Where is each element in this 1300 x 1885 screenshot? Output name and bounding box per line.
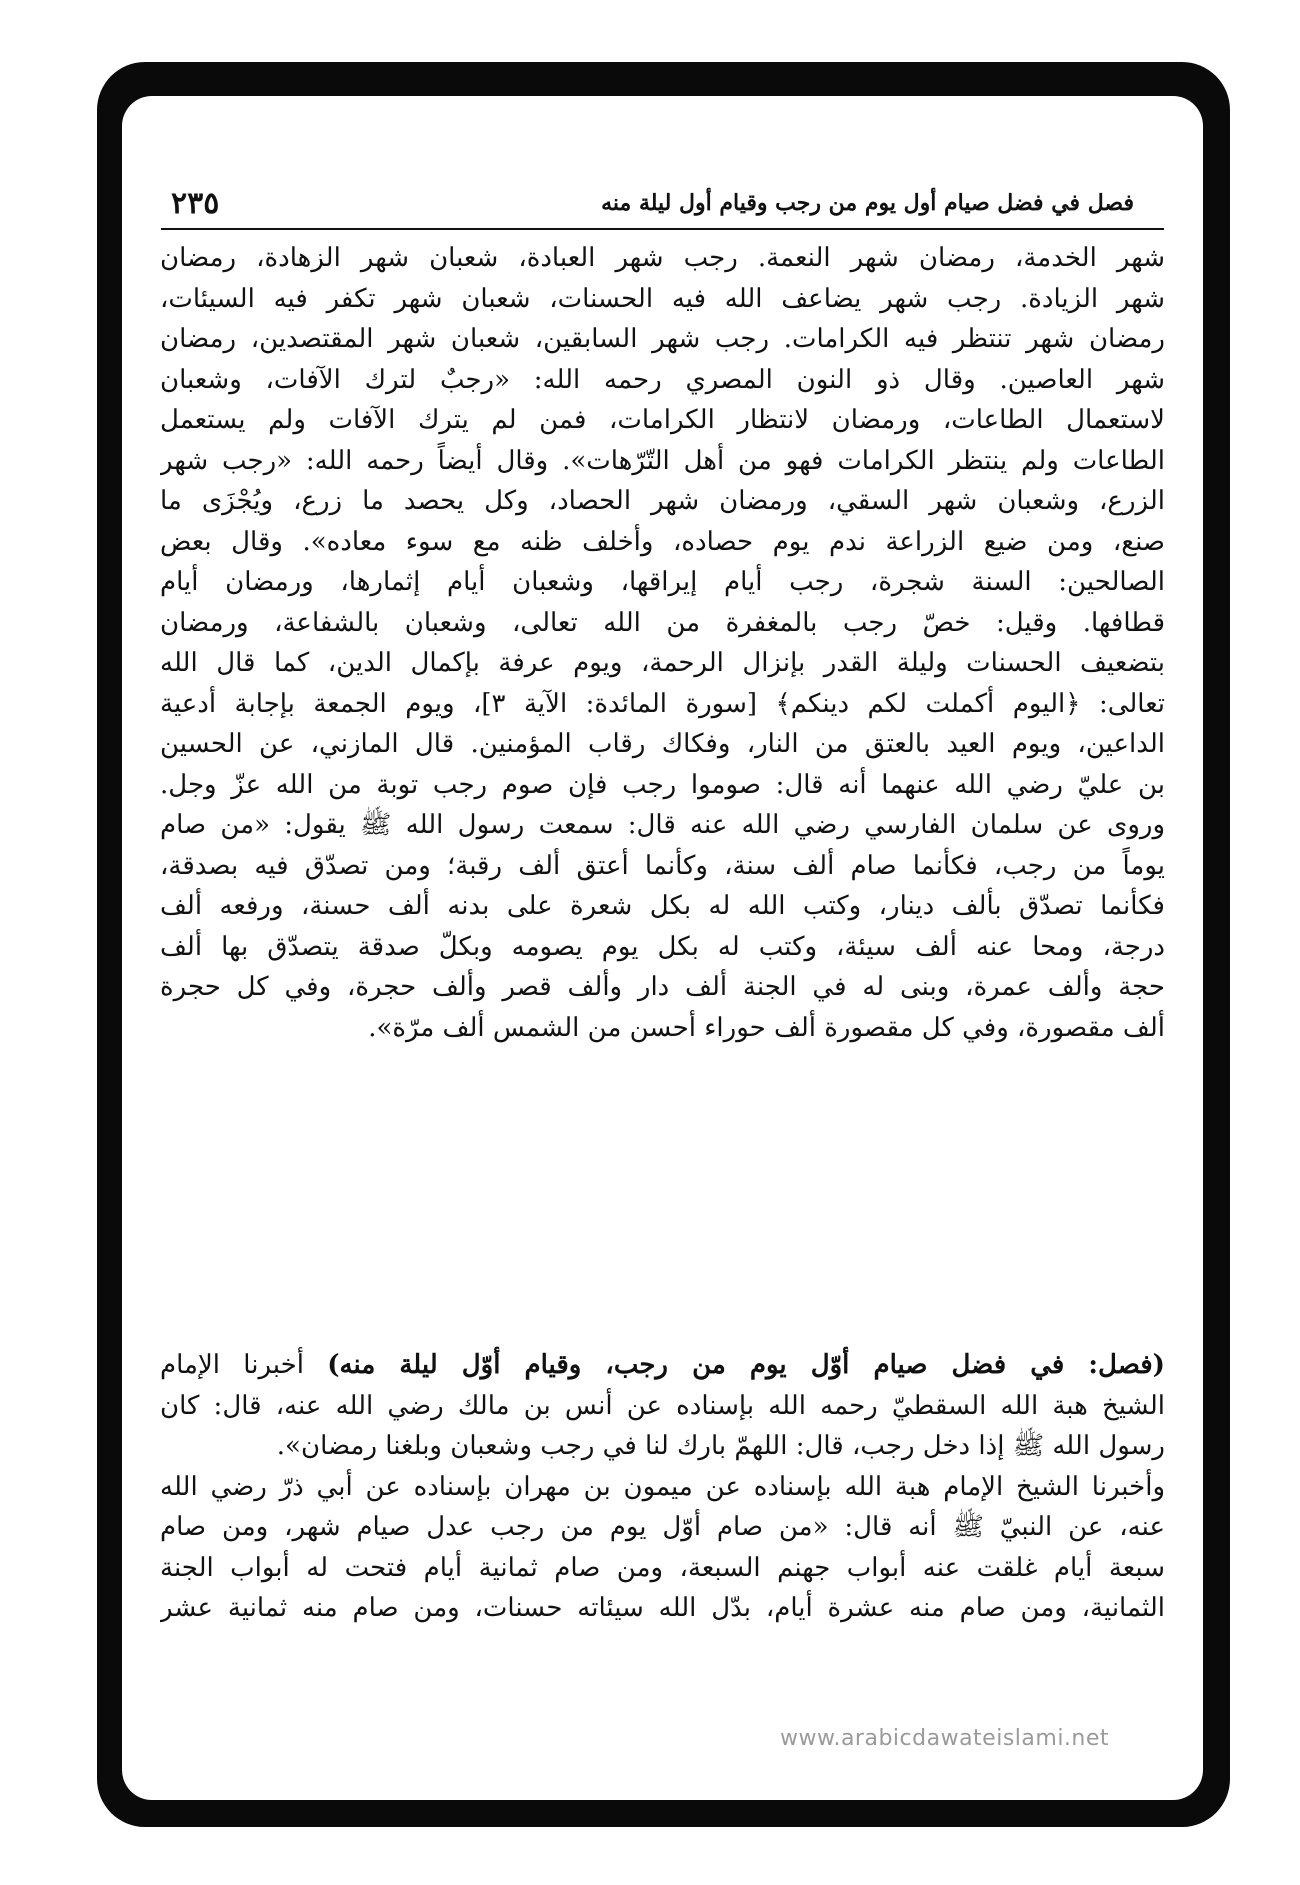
- watermark: www.arabicdawateislami.net: [780, 1726, 1110, 1751]
- text-line: تعالى: ﴿اليوم أكملت لكم دينكم﴾ [سورة المائدة: الآية ٣]، ويوم الجمعة بإجابة أدعية: [160, 688, 1165, 719]
- text-line: الشيخ هبة الله السقطيّ رحمه الله بإسناده عن أنس بن مالك رضي الله عنه، قال: كان: [160, 1390, 1165, 1421]
- body-text: [160, 238, 1165, 1048]
- text-line: الداعين، ويوم العيد بالعتق من النار، وفكاك رقاب المؤمنين. قال المازني، عن الحسين: [160, 729, 1165, 759]
- text-line: رسول الله ﷺ إذا دخل رجب، قال: اللهمّ بارك لنا في رجب وشعبان وبلغنا رمضان».: [276, 1431, 1165, 1461]
- text-line: درجة، ومحا عنه ألف سيئة، وكتب له بكل يوم يصومه وبكلّ صدقة يتصدّق بها ألف: [160, 931, 1165, 962]
- text-line: قطافها. وقيل: خصّ رجب بالمغفرة من الله تعالى، وشعبان بالشفاعة، ورمضان: [160, 607, 1165, 638]
- text-line: ألف مقصورة، وفي كل مقصورة ألف حوراء أحسن من الشمس ألف مرّة».: [368, 1012, 1165, 1043]
- section-heading-line: [160, 1345, 1165, 1386]
- section-heading-tail: أخبرنا الإمام: [160, 1350, 304, 1380]
- text-line: سبعة أيام غلقت عنه أبواب جهنم السبعة، ومن صام ثمانية أيام فتحت له أبواب الجنة: [160, 1552, 1165, 1583]
- text-line: بن عليّ رضي الله عنهما أنه قال: صوموا رجب فإن صوم رجب توبة من الله عزّ وجل.: [160, 769, 1165, 800]
- text-line: حجة وألف عمرة، وبنى له في الجنة ألف دار وألف قصر وألف حجرة، وفي كل حجرة: [160, 972, 1165, 1002]
- section: [160, 1345, 1165, 1629]
- text-line: فكأنما تصدّق بألف دينار، وكتب الله له بكل شعرة على بدنه ألف حسنة، ورفعه ألف: [160, 891, 1165, 921]
- text-line: الصالحين: السنة شجرة، رجب أيام إيراقها، وشعبان أيام إثمارها، ورمضان أيام: [160, 567, 1165, 597]
- text-line: وروى عن سلمان الفارسي رضي الله عنه قال: سمعت رسول الله ﷺ يقول: «من صام: [160, 810, 1165, 840]
- text-line: لاستعمال الطاعات، ورمضان لانتظار الكرامات، فمن لم يترك الآفات ولم يستعمل: [160, 405, 1165, 435]
- text-line: صنع، ومن ضيع الزراعة ندم يوم حصاده، وأخلف ظنه مع سوء معاده». وقال بعض: [160, 526, 1165, 557]
- text-line: عنه، عن النبيّ ﷺ أنه قال: «من صام أوّل يوم من رجب عدل صيام شهر، ومن صام: [160, 1512, 1165, 1542]
- text-line: شهر الزيادة. رجب شهر يضاعف الله فيه الحسنات، شعبان شهر تكفر فيه السيئات،: [160, 283, 1165, 314]
- page-header: [161, 182, 1164, 230]
- text-line: الزرع، وشعبان شهر السقي، ورمضان شهر الحصاد، وكل يحصد ما زرع، ويُجْزَى ما: [160, 486, 1165, 516]
- page-number: ٢٣٥: [171, 186, 220, 221]
- text-line: وأخبرنا الشيخ الإمام هبة الله بإسناده عن ميمون بن مهران بإسناده عن أبي ذرّ رضي الله: [160, 1471, 1165, 1502]
- text-line: يوماً من رجب، فكأنما صام ألف سنة، وكأنما أعتق ألف رقبة؛ ومن تصدّق فيه بصدقة،: [160, 850, 1165, 881]
- text-line: رمضان شهر تنتظر فيه الكرامات. رجب شهر السابقين، شعبان شهر المقتصدين، رمضان: [160, 324, 1165, 354]
- text-line: بتضعيف الحسنات وليلة القدر بإنزال الرحمة، ويوم عرفة بإكمال الدين، كما قال الله: [160, 648, 1165, 678]
- text-line: شهر الخدمة، رمضان شهر النعمة. رجب شهر العبادة، شعبان شهر الزهادة، رمضان: [160, 243, 1165, 273]
- text-line: شهر العاصين. وقال ذو النون المصري رحمه الله: «رجبٌ لترك الآفات، وشعبان: [160, 364, 1165, 395]
- section-heading: (فصل: في فضل صيام أوّل يوم من رجب، وقيام أوّل ليلة منه): [327, 1350, 1165, 1380]
- text-line: الطاعات ولم ينتظر الكرامات فهو من أهل التّرّهات». وقال أيضاً رحمه الله: «رجب شهر: [160, 445, 1165, 476]
- text-line: الثمانية، ومن صام منه عشرة أيام، بدّل الله سيئاته حسنات، ومن صام منه ثمانية عشر: [160, 1593, 1165, 1623]
- running-title: فصل في فضل صيام أول يوم من رجب وقيام أول ليلة منه: [601, 190, 1134, 216]
